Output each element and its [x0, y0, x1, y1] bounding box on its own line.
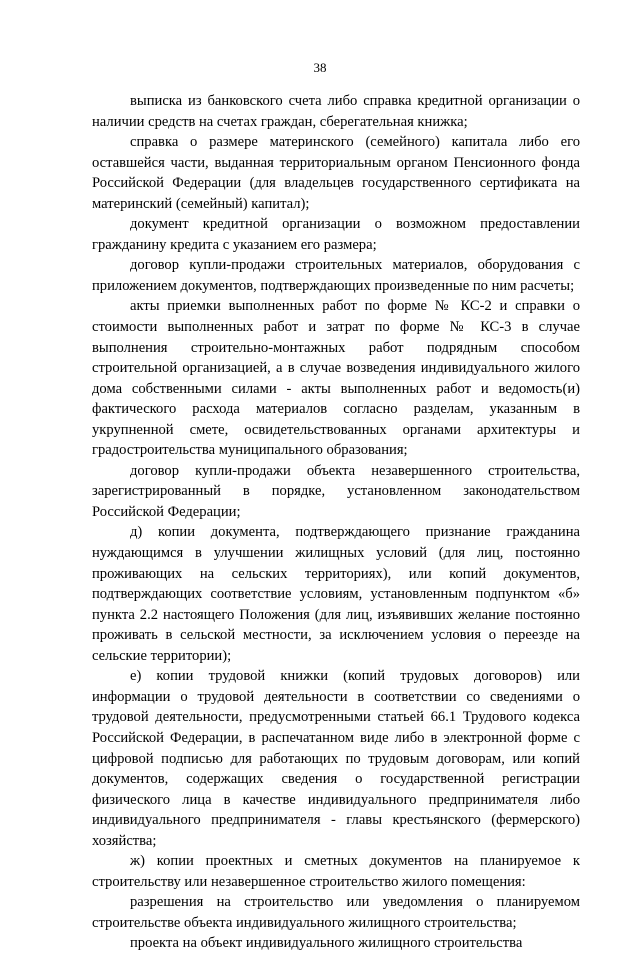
paragraph-housing-project: проекта на объект индивидуального жилищного строительства	[130, 935, 523, 952]
paragraph-materials-contract: договор купли-продажи строительных материалов, оборудования с приложением документов, подтверждающих произведенные по ним расчеты;	[92, 257, 580, 294]
paragraph-maternity-capital: справка о размере материнского (семейного) капитала либо его оставшейся части, выданная территориальным органом Пенсионного фонда Российской Федерации (для владельцев государственного сертификата на материнский (семейный) капитал);	[92, 134, 580, 212]
paragraph-credit-document: документ кредитной организации о возможном предоставлении гражданину кредита с указанием его размера;	[92, 216, 580, 253]
paragraph-acceptance-acts: акты приемки выполненных работ по форме № КС-2 и справки о стоимости выполненных работ и затрат по форме № КС-3 в случае выполнения строительно-монтажных работ подрядным способом строительной организацией, а в случае возведения индивидуального жилого дома собственными силами - акты выполненных работ и ведомость(и) фактического расхода материалов согласно разделам, указанным в укрупненной смете, освидетельствованных органами архитектуры и градостроительства муниципального образования;	[92, 298, 580, 459]
document-body	[92, 91, 580, 954]
paragraph-item-e: е) копии трудовой книжки (копий трудовых договоров) или информации о трудовой деятельности в соответствии со сведениями о трудовой деятельности, предусмотренными статьей 66.1 Трудового кодекса Российской Федерации, в распечатанном виде либо в электронной форме с цифровой подписью для работающих по трудовым договорам, или копий документов, содержащих сведения о государственной регистрации физического лица в качестве индивидуального предпринимателя либо индивидуального предпринимателя - главы крестьянского (фермерского) хозяйства;	[92, 668, 580, 849]
paragraph-item-d: д) копии документа, подтверждающего признание гражданина нуждающимся в улучшении жилищных условий (для лиц, постоянно проживающих на сельских территориях), или копий документов, подтверждающих соответствие условиям, установленным подпунктом «б» пункта 2.2 настоящего Положения (для лиц, изъявивших желание постоянно проживать в сельской местности, за исключением условия о переезде на сельские территории);	[92, 524, 580, 664]
page-number: 38	[313, 60, 327, 75]
paragraph-item-zh: ж) копии проектных и сметных документов на планируемое к строительству или незавершенное строительство жилого помещения:	[92, 853, 580, 890]
paragraph-building-permit: разрешения на строительство или уведомления о планируемом строительстве объекта индивидуального жилищного строительства;	[92, 894, 580, 931]
paragraph-unfinished-construction-contract: договор купли-продажи объекта незавершенного строительства, зарегистрированный в порядке, установленном законодательством Российской Федерации;	[92, 462, 580, 520]
paragraph-bank-statement: выписка из банковского счета либо справка кредитной организации о наличии средств на счетах граждан, сберегательная книжка;	[92, 93, 580, 130]
